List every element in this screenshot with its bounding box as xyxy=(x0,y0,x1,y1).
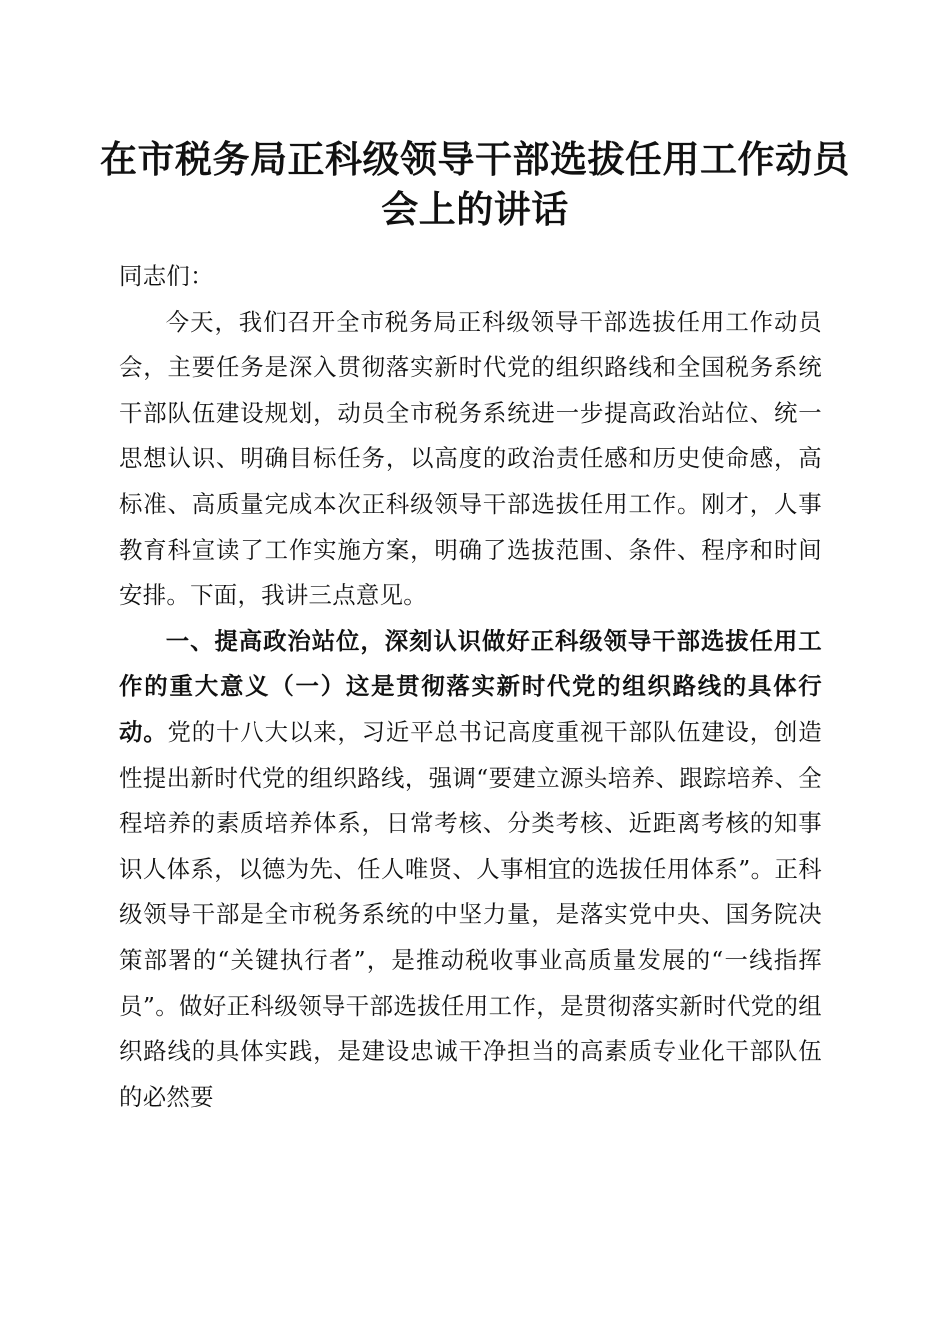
document-body xyxy=(119,254,822,1120)
section-1-sub-1-body: 党的十八大以来，习近平总书记高度重视干部队伍建设，创造性提出新时代党的组织路线，强调“要建立源头培养、跟踪培养、全程培养的素质培养体系，日常考核、分类考核、近距离考核的知事识人体系，以德为先、任人唯贤、人事相宜的选拔任用体系”。正科级领导干部是全市税务系统的中坚力量，是落实党中央、国务院决策部署的“关键执行者”，是推动税收事业高质量发展的“一线指挥员”。做好正科级领导干部选拔任用工作，是贯彻落实新时代党的组织路线的具体实践，是建设忠诚干净担当的高素质专业化干部队伍的必然要 xyxy=(119,717,822,1111)
section-1-subheading-1: （一）这是贯彻落实新时代党的组织路线的具体行动。 xyxy=(119,672,822,746)
document-title: 在市税务局正科级领导干部选拔任用工作动员会上的讲话 xyxy=(100,137,850,231)
section-1-paragraph xyxy=(119,619,822,1121)
intro-paragraph: 今天，我们召开全市税务局正科级领导干部选拔任用工作动员会，主要任务是深入贯彻落实新时代党的组织路线和全国税务系统干部队伍建设规划，动员全市税务系统进一步提高政治站位、统一思想认识、明确目标任务，以高度的政治责任感和历史使命感，高标准、高质量完成本次正科级领导干部选拔任用工作。刚才，人事教育科宣读了工作实施方案，明确了选拔范围、条件、程序和时间安排。下面，我讲三点意见。 xyxy=(119,307,822,610)
salutation: 同志们： xyxy=(119,262,214,290)
section-1-heading: 一、提高政治站位，深刻认识做好正科级领导干部选拔任用工作的重大意义 xyxy=(119,626,822,701)
